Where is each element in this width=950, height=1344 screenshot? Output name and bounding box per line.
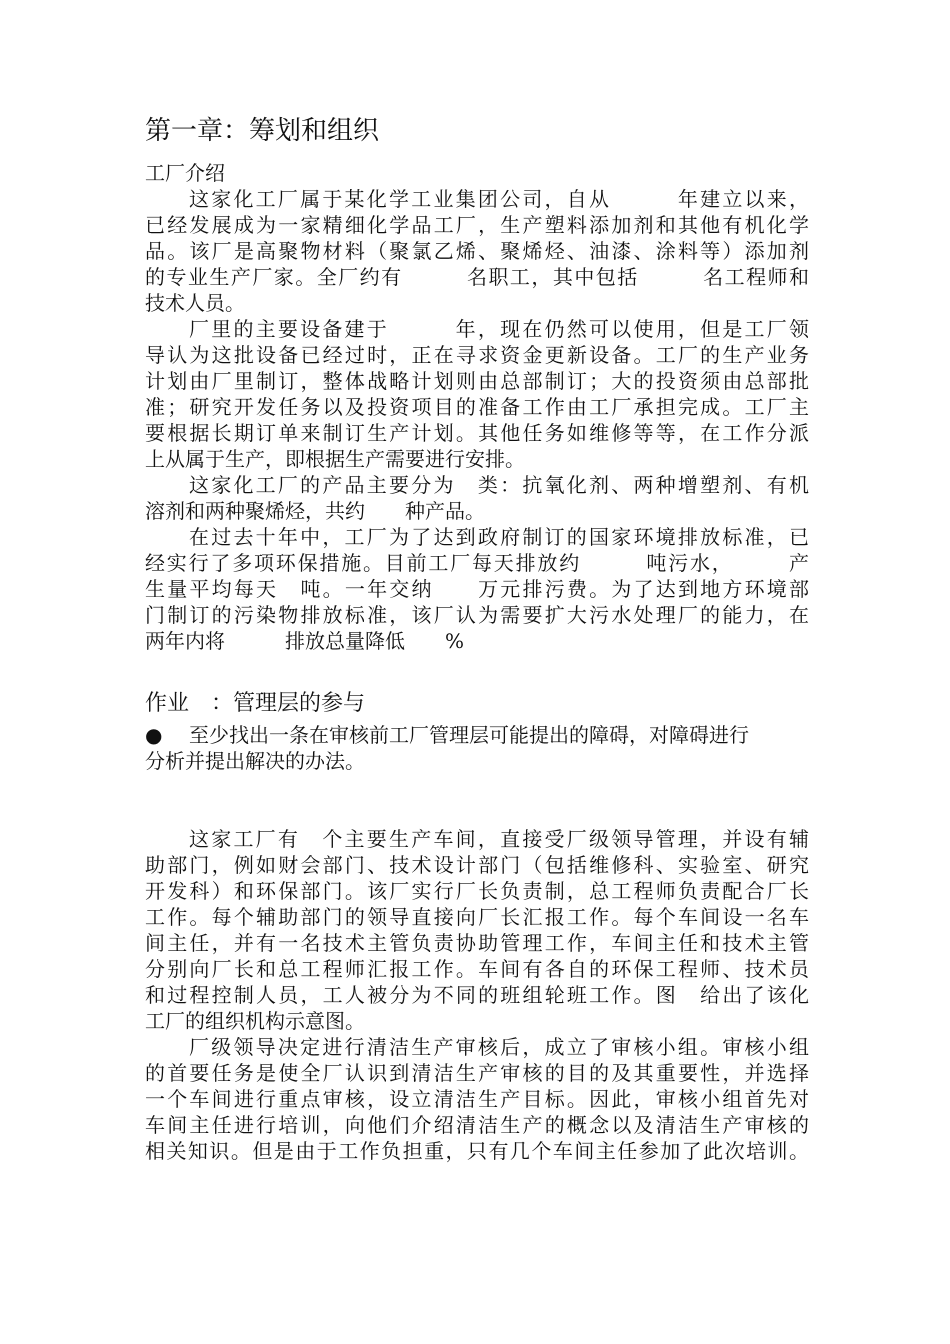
text-line: 间主任，并有一名技术主管负责协助管理工作，车间主任和技术主管	[145, 931, 809, 955]
text-line: 门制订的污染物排放标准，该厂认为需要扩大污水处理厂的能力，在	[145, 603, 809, 627]
text-line: 分别向厂长和总工程师汇报工作。车间有各自的环保工程师、技术员	[145, 957, 809, 981]
text-line: 的专业生产厂家。全厂约有 名职工，其中包括 名工程师和	[145, 265, 809, 289]
bullet-icon: ●	[145, 723, 163, 747]
task-title: 作业 ：管理层的参与	[145, 691, 366, 716]
text-line: 经实行了多项环保措施。目前工厂每天排放约 吨污水， 产	[145, 551, 809, 575]
paragraph-products	[145, 472, 809, 524]
text-line: 这家化工厂属于某化学工业集团公司，自从 年建立以来，	[189, 187, 809, 211]
text-line: 上从属于生产，即根据生产需要进行安排。	[145, 447, 525, 471]
text-line: 已经发展成为一家精细化学品工厂，生产塑料添加剂和其他有机化学	[145, 213, 809, 237]
text-line	[145, 722, 809, 748]
text-line: 相关知识。但是由于工作负担重，只有几个车间主任参加了此次培训。	[145, 1139, 809, 1163]
text-line: 要根据长期订单来制订生产计划。其他任务如维修等等，在工作分派	[145, 421, 809, 445]
text-line: 分析并提出解决的办法。	[145, 749, 365, 773]
text-line: 工厂的组织机构示意图。	[145, 1009, 365, 1033]
chapter-title: 第一章：筹划和组织	[145, 116, 380, 146]
text-line: 助部门，例如财会部门、技术设计部门（包括维修科、实验室、研究	[145, 853, 809, 877]
text-line: 在过去十年中，工厂为了达到政府制订的国家环境排放标准，已	[189, 525, 809, 549]
paragraph-environmental-measures	[145, 524, 809, 654]
text-line: 的首要任务是使全厂认识到清洁生产审核的目的及其重要性，并选择	[145, 1061, 809, 1085]
text-line: 两年内将 排放总量降低 %	[145, 629, 465, 653]
text-line: 计划由厂里制订，整体战略计划则由总部制订；大的投资须由总部批	[145, 369, 809, 393]
text-line: 一个车间进行重点审核，设立清洁生产目标。因此，审核小组首先对	[145, 1087, 809, 1111]
text-line: 开发科）和环保部门。该厂实行厂长负责制，总工程师负责配合厂长	[145, 879, 809, 903]
text-line: 厂级领导决定进行清洁生产审核后，成立了审核小组。审核小组	[189, 1035, 809, 1059]
text-line: 导认为这批设备已经过时，正在寻求资金更新设备。工厂的生产业务	[145, 343, 809, 367]
paragraph-equipment	[145, 316, 809, 472]
text-line: 工作。每个辅助部门的领导直接向厂长汇报工作。每个车间设一名车	[145, 905, 809, 929]
text-line: 这家工厂有 个主要生产车间，直接受厂级领导管理，并设有辅	[189, 827, 809, 851]
text-line: 车间主任进行培训，向他们介绍清洁生产的概念以及清洁生产审核的	[145, 1113, 809, 1137]
paragraph-organization	[145, 826, 809, 1034]
task-bullet-item	[145, 722, 809, 774]
text-line: 生量平均每天 吨。一年交纳 万元排污费。为了达到地方环境部	[145, 577, 809, 601]
text-line: 技术人员。	[145, 291, 245, 315]
section-heading-factory-intro: 工厂介绍	[145, 161, 225, 185]
text-line: 准；研究开发任务以及投资项目的准备工作由工厂承担完成。工厂主	[145, 395, 809, 419]
paragraph-factory-history	[145, 186, 809, 316]
paragraph-audit-team	[145, 1034, 809, 1164]
text-line: 这家化工厂的产品主要分为 类：抗氧化剂、两种增塑剂、有机	[189, 473, 809, 497]
text-line: 品。该厂是高聚物材料（聚氯乙烯、聚烯烃、油漆、涂料等）添加剂	[145, 239, 809, 263]
text-line: 厂里的主要设备建于 年，现在仍然可以使用，但是工厂领	[189, 317, 809, 341]
text-line: 和过程控制人员，工人被分为不同的班组轮班工作。图 给出了该化	[145, 983, 809, 1007]
text-line: 溶剂和两种聚烯烃，共约 种产品。	[145, 499, 485, 523]
bullet-text: 至少找出一条在审核前工厂管理层可能提出的障碍，对障碍进行	[189, 723, 749, 747]
